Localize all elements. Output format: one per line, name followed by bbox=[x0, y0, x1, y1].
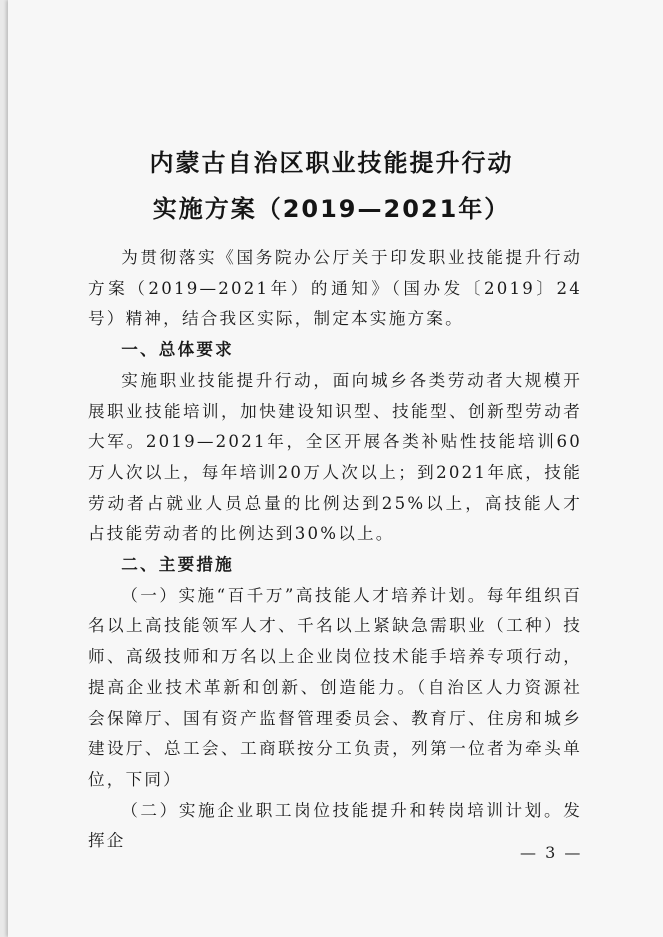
section-heading-main-measures: 二、主要措施 bbox=[121, 555, 234, 575]
document-title bbox=[0, 140, 663, 232]
intro-paragraph: 为贯彻落实《国务院办公厅关于印发职业技能提升行动方案（2019—2021年）的通知》（国办发〔2019〕24号）精神，结合我区实际，制定本实施方案。 bbox=[88, 248, 582, 329]
page-number: — 3 — bbox=[520, 843, 583, 862]
measure-2-paragraph: （二）实施企业职工岗位技能提升和转岗培训计划。发挥企 bbox=[88, 800, 582, 851]
title-line-2: 实施方案（2019—2021年） bbox=[152, 195, 511, 223]
document-body bbox=[88, 243, 582, 857]
measure-1-paragraph: （一）实施“百千万”高技能人才培养计划。每年组织百名以上高技能领军人才、千名以上紧缺急需职业（工种）技师、高级技师和万名以上企业岗位技术能手培养专项行动，提高企业技术革新和创新、创造能力。（自治区人力资源社会保障厅、国有资产监督管理委员会、教育厅、住房和城乡建设厅、总工会、工商联按分工负责，列第一位者为牵头单位，下同） bbox=[88, 585, 582, 789]
title-line-1: 内蒙古自治区职业技能提升行动 bbox=[149, 149, 514, 177]
overall-requirements-paragraph: 实施职业技能提升行动，面向城乡各类劳动者大规模开展职业技能培训，加快建设知识型、技能型、创新型劳动者大军。2019—2021年，全区开展各类补贴性技能培训60万人次以上，每年培训20万人次以上；到2021年底，技能劳动者占就业人员总量的比例达到25%以上，高技能人才占技能劳动者的比例达到30%以上。 bbox=[88, 370, 582, 544]
section-heading-overall-requirements: 一、总体要求 bbox=[121, 340, 234, 360]
document-page bbox=[8, 0, 663, 937]
